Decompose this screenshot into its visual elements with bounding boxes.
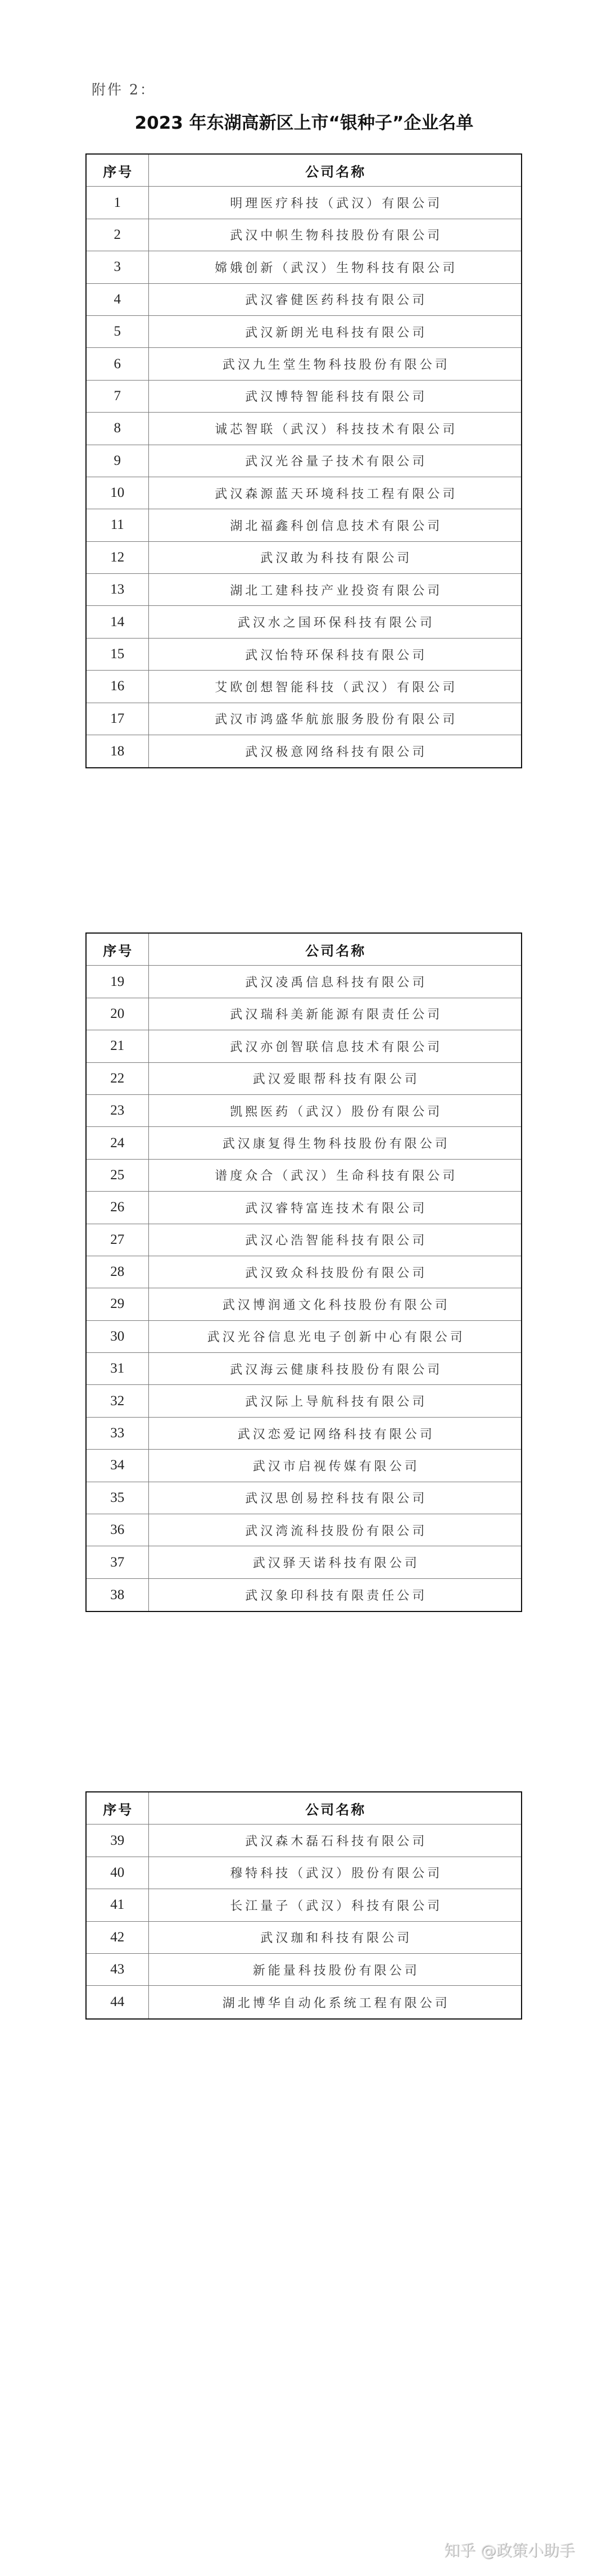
row-index: 28 — [87, 1256, 149, 1288]
table-row — [87, 998, 521, 1030]
table-row — [87, 1514, 521, 1546]
row-index: 11 — [87, 509, 149, 541]
table-row — [87, 1922, 521, 1954]
row-index: 3 — [87, 251, 149, 283]
row-index: 4 — [87, 284, 149, 315]
company-name: 武汉湾流科技股份有限公司 — [245, 1524, 428, 1538]
table-row — [87, 1353, 521, 1385]
table-row — [87, 1160, 521, 1192]
company-name: 谱度众合（武汉）生命科技有限公司 — [215, 1169, 458, 1184]
company-name: 武汉光谷信息光电子创新中心有限公司 — [207, 1330, 465, 1345]
company-name: 武汉水之国环保科技有限公司 — [237, 616, 435, 631]
company-name: 武汉新朗光电科技有限公司 — [245, 325, 428, 340]
company-name: 武汉亦创智联信息技术有限公司 — [230, 1040, 443, 1054]
row-index: 22 — [87, 1063, 149, 1094]
row-index: 15 — [87, 639, 149, 670]
company-name: 武汉森源蓝天环境科技工程有限公司 — [215, 487, 458, 501]
table-row — [87, 1256, 521, 1288]
table-row — [87, 1030, 521, 1062]
row-index: 34 — [87, 1450, 149, 1481]
header-index: 序号 — [87, 155, 149, 186]
company-name: 湖北工建科技产业投资有限公司 — [230, 583, 443, 598]
company-name: 武汉博润通文化科技股份有限公司 — [222, 1298, 450, 1312]
company-name: 武汉博特智能科技有限公司 — [245, 390, 428, 405]
table-row — [87, 1418, 521, 1450]
table-row — [87, 316, 521, 348]
company-name: 嫦娥创新（武汉）生物科技有限公司 — [215, 261, 458, 275]
table-row — [87, 1954, 521, 1986]
row-index: 44 — [87, 1986, 149, 2018]
table-row — [87, 574, 521, 606]
company-name: 武汉怡特环保科技有限公司 — [245, 648, 428, 663]
table-row — [87, 1825, 521, 1857]
row-index: 10 — [87, 477, 149, 509]
header-company-name: 公司名称 — [305, 1801, 366, 1818]
row-index: 16 — [87, 671, 149, 702]
table-row — [87, 966, 521, 998]
company-name: 武汉驿天诺科技有限公司 — [252, 1556, 420, 1571]
company-name: 凯熙医药（武汉）股份有限公司 — [230, 1104, 443, 1119]
row-index: 2 — [87, 219, 149, 251]
company-name: 新能量科技股份有限公司 — [252, 1963, 420, 1978]
company-name: 穆特科技（武汉）股份有限公司 — [230, 1867, 443, 1881]
table-row — [87, 445, 521, 477]
company-name: 明理医疗科技（武汉）有限公司 — [230, 197, 443, 211]
company-name: 武汉九生堂生物科技股份有限公司 — [222, 358, 450, 373]
company-table-3 — [85, 1791, 522, 2020]
row-index: 23 — [87, 1095, 149, 1126]
row-index: 35 — [87, 1482, 149, 1514]
company-name: 武汉康复得生物科技股份有限公司 — [222, 1137, 450, 1152]
row-index: 32 — [87, 1385, 149, 1416]
page-title: 2023 年东湖高新区上市“银种子”企业名单 — [134, 113, 474, 133]
table-row — [87, 509, 521, 541]
company-table-1 — [85, 153, 522, 768]
table-row — [87, 1385, 521, 1417]
row-index: 21 — [87, 1030, 149, 1062]
company-name: 武汉光谷量子技术有限公司 — [245, 455, 428, 469]
header-company-name: 公司名称 — [305, 163, 366, 180]
row-index: 40 — [87, 1857, 149, 1889]
company-name: 武汉中帜生物科技股份有限公司 — [230, 229, 443, 243]
row-index: 12 — [87, 542, 149, 573]
table-row — [87, 1321, 521, 1353]
row-index: 8 — [87, 413, 149, 444]
table-row — [87, 284, 521, 316]
company-name: 艾欧创想智能科技（武汉）有限公司 — [215, 680, 458, 695]
table-row — [87, 1288, 521, 1320]
company-name: 武汉极意网络科技有限公司 — [245, 745, 428, 760]
row-index: 14 — [87, 606, 149, 637]
row-index: 6 — [87, 348, 149, 379]
table-row — [87, 251, 521, 283]
row-index: 17 — [87, 703, 149, 735]
company-name: 武汉象印科技有限责任公司 — [245, 1589, 428, 1603]
company-name: 武汉瑞科美新能源有限责任公司 — [230, 1008, 443, 1022]
watermark: 知乎 @政策小助手 — [444, 2541, 575, 2560]
table-row — [87, 703, 521, 735]
table-row — [87, 1482, 521, 1514]
company-name: 湖北博华自动化系统工程有限公司 — [222, 1996, 450, 2011]
table-row — [87, 187, 521, 219]
table-row — [87, 1063, 521, 1095]
table-row — [87, 381, 521, 413]
row-index: 39 — [87, 1825, 149, 1856]
row-index: 41 — [87, 1889, 149, 1921]
company-name: 武汉凌禹信息科技有限公司 — [245, 976, 428, 990]
table-row — [87, 1450, 521, 1482]
header-index: 序号 — [87, 934, 149, 965]
company-name: 武汉睿特富连技术有限公司 — [245, 1201, 428, 1216]
row-index: 9 — [87, 445, 149, 477]
table-row — [87, 671, 521, 703]
company-name: 武汉市鸿盛华航旅服务股份有限公司 — [215, 713, 458, 727]
company-name: 武汉睿健医药科技有限公司 — [245, 293, 428, 308]
table-row — [87, 639, 521, 671]
row-index: 42 — [87, 1922, 149, 1953]
row-index: 13 — [87, 574, 149, 605]
table-row — [87, 1546, 521, 1578]
table-header-row — [87, 155, 521, 187]
row-index: 36 — [87, 1514, 149, 1546]
table-row — [87, 1192, 521, 1224]
row-index: 27 — [87, 1224, 149, 1256]
row-index: 29 — [87, 1288, 149, 1320]
table-row — [87, 606, 521, 638]
company-name: 武汉敢为科技有限公司 — [260, 551, 413, 566]
row-index: 31 — [87, 1353, 149, 1384]
row-index: 38 — [87, 1579, 149, 1611]
table-row — [87, 1095, 521, 1127]
company-name: 武汉思创易控科技有限公司 — [245, 1492, 428, 1506]
company-name: 武汉珈和科技有限公司 — [260, 1931, 413, 1946]
header-company-name: 公司名称 — [305, 942, 366, 959]
row-index: 26 — [87, 1192, 149, 1223]
row-index: 7 — [87, 381, 149, 412]
attachment-label: 附件 2： — [92, 82, 156, 98]
row-index: 18 — [87, 735, 149, 767]
table-row — [87, 1224, 521, 1256]
company-name: 武汉际上导航科技有限公司 — [245, 1395, 428, 1410]
row-index: 5 — [87, 316, 149, 347]
company-name: 武汉恋爱记网络科技有限公司 — [237, 1427, 435, 1442]
company-name: 武汉心浩智能科技有限公司 — [245, 1234, 428, 1248]
table-row — [87, 1857, 521, 1889]
table-row — [87, 413, 521, 445]
table-row — [87, 735, 521, 767]
row-index: 19 — [87, 966, 149, 997]
company-name: 长江量子（武汉）科技有限公司 — [230, 1899, 443, 1913]
table-row — [87, 1579, 521, 1611]
table-header-row — [87, 934, 521, 966]
row-index: 33 — [87, 1418, 149, 1449]
row-index: 1 — [87, 187, 149, 218]
row-index: 25 — [87, 1160, 149, 1191]
table-row — [87, 542, 521, 574]
row-index: 30 — [87, 1321, 149, 1352]
header-index: 序号 — [87, 1792, 149, 1824]
company-name: 武汉致众科技股份有限公司 — [245, 1266, 428, 1280]
company-name: 湖北福鑫科创信息技术有限公司 — [230, 519, 443, 533]
company-name: 武汉森木磊石科技有限公司 — [245, 1835, 428, 1849]
row-index: 43 — [87, 1954, 149, 1985]
table-row — [87, 1986, 521, 2018]
table-row — [87, 348, 521, 380]
row-index: 20 — [87, 998, 149, 1030]
table-row — [87, 1127, 521, 1159]
company-table-2 — [85, 932, 522, 1612]
company-name: 诚芯智联（武汉）科技技术有限公司 — [215, 422, 458, 437]
company-name: 武汉爱眼帮科技有限公司 — [252, 1072, 420, 1087]
row-index: 37 — [87, 1546, 149, 1578]
table-row — [87, 1889, 521, 1921]
row-index: 24 — [87, 1127, 149, 1158]
company-name: 武汉市启视传媒有限公司 — [252, 1459, 420, 1474]
table-header-row — [87, 1792, 521, 1825]
company-name: 武汉海云健康科技股份有限公司 — [230, 1362, 443, 1377]
table-row — [87, 477, 521, 509]
table-row — [87, 219, 521, 251]
